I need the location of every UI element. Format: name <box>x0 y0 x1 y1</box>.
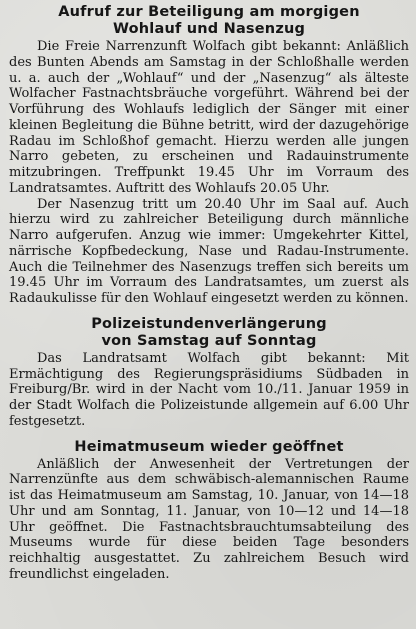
article-polizeistunde <box>9 316 409 430</box>
article-paragraph: Anläßlich der Anwesenheit der Vertretungen der Narrenzünfte aus dem schwäbisch-alemannischen Raume ist das Heimatmuseum am Samstag, 10. Januar, von 14—18 Uhr und am Sonntag, 11. Januar, von 10—12 und 14—18 Uhr geöffnet. Die Fastnachtsbrauchtumsabteilung des Museums wurde für diese beiden Tage besonders reichhaltig ausgestattet. Zu zahlreichem Besuch wird freundlichst eingeladen. <box>9 456 409 582</box>
article-body <box>9 39 409 307</box>
article-headline <box>9 316 409 350</box>
article-fastnacht-aufruf <box>9 4 409 307</box>
headline-line-1: Polizeistundenverlängerung <box>91 315 327 332</box>
headline-line-1: Aufruf zur Beteiligung am morgigen <box>58 4 360 20</box>
article-body <box>9 351 409 430</box>
article-paragraph: Der Nasenzug tritt um 20.40 Uhr im Saal auf. Auch hierzu wird zu zahlreicher Beteiligung durch männliche Narro aufgerufen. Anzug wie immer: Umgekehrter Kittel, närrische Kopfbedeckung, Nase und Radau-Instrumente. Auch die Teilnehmer des Nasenzugs treffen sich bereits um 19.45 Uhr im Vorraum des Landratsamtes, um zuerst als Radaukulisse für den Wohlauf eingesetzt werden zu können. <box>9 196 409 306</box>
headline-line-2: von Samstag auf Sonntag <box>101 332 317 349</box>
headline-line-2: Wohlauf und Nasenzug <box>112 21 306 37</box>
article-headline <box>9 4 409 38</box>
article-heimatmuseum <box>9 439 409 583</box>
article-paragraph: Die Freie Narrenzunft Wolfach gibt bekannt: Anläßlich des Bunten Abends am Samstag in der Schloßhalle werden u. a. auch der „Wohlauf“ und der „Nasenzug“ als älteste Wolfacher Fastnachtsbräuche vorgeführt. Während bei der Vorführung des Wohlaufs lediglich der Sänger mit einer kleinen Begleitung die Bühne betritt, wird der dazugehörige Radau im Schloßhof gemacht. Hierzu werden alle jungen Narro gebeten, zu erscheinen und Radauinstrumente mitzubringen. Treffpunkt 19.45 Uhr im Vorraum des Landratsamtes. Auftritt des Wohlaufs 20.05 Uhr. <box>9 39 409 196</box>
article-body <box>9 457 409 583</box>
article-paragraph: Das Landratsamt Wolfach gibt bekannt: Mit Ermächtigung des Regierungspräsidiums Südbaden in Freiburg/Br. wird in der Nacht vom 10./11. Januar 1959 in der Stadt Wolfach die Polizeistunde allgemein auf 6.00 Uhr festgesetzt. <box>9 350 409 429</box>
headline-line-1: Heimatmuseum wieder geöffnet <box>74 438 344 455</box>
article-headline <box>9 439 409 456</box>
